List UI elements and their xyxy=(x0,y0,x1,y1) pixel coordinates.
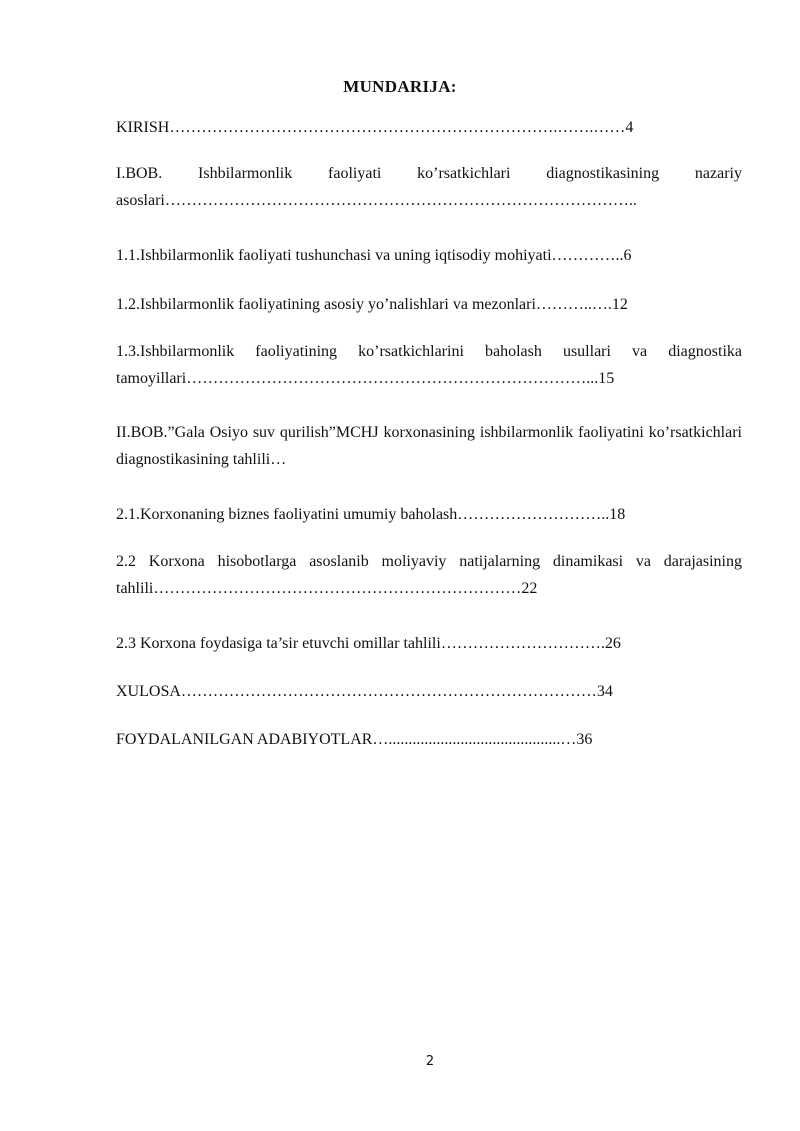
toc-entry-section-1-3: 1.3.Ishbilarmonlik faoliyatining ko’rsatkichlarini baholash usullari va diagnostika tamoyillari…………………………………………………………………...15 xyxy=(116,343,742,387)
toc-entry-section-2-3: 2.3 Korxona foydasiga ta’sir etuvchi omillar tahlili………………………….26 xyxy=(116,635,621,652)
toc-entry-section-2-2: 2.2 Korxona hisobotlarga asoslanib moliyaviy natijalarning dinamikasi va darajasining tahlili……………………………………………………………22 xyxy=(116,553,742,597)
toc-entry-section-1-1: 1.1.Ishbilarmonlik faoliyati tushunchasi va uning iqtisodiy mohiyati…………..6 xyxy=(116,247,632,264)
toc-entry-kirish: KIRISH……………………………………………………………….…….……4 xyxy=(116,119,634,136)
toc-entry-section-2-1: 2.1.Korxonaning biznes faoliyatini umumiy baholash………………………..18 xyxy=(116,506,626,523)
toc-entry-section-1-2: 1.2.Ishbilarmonlik faoliyatining asosiy yo’nalishlari va mezonlari………..….12 xyxy=(116,296,628,313)
toc-title: MUNDARIJA: xyxy=(343,77,457,96)
toc-entry-chapter-1: I.BOB. Ishbilarmonlik faoliyati ko’rsatkichlari diagnostikasining nazariy asoslari…………………………………………………………………………….. xyxy=(116,165,742,209)
toc-entry-chapter-2: II.BOB.”Gala Osiyo suv qurilish”MCHJ korxonasining ishbilarmonlik faoliyatini ko’rsatkichlari diagnostikasining tahlili… xyxy=(116,424,742,468)
page-number: 2 xyxy=(425,1054,435,1069)
toc-entry-references: FOYDALANILGAN ADABIYOTLAR…...........................................…36 xyxy=(116,731,593,748)
toc-entry-xulosa: XULOSA……………………………………………………………………34 xyxy=(116,683,613,700)
